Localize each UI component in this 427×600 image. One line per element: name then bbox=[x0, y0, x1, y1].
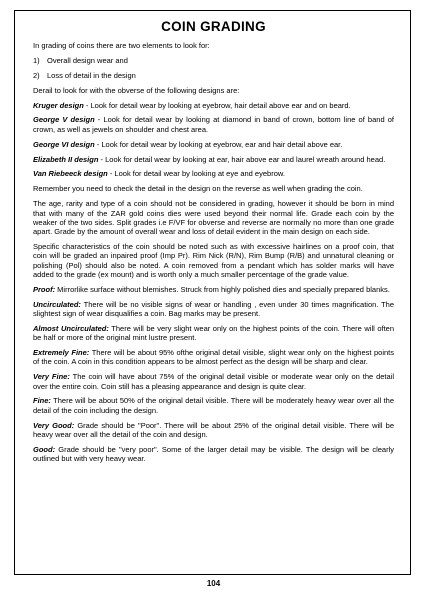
grade-extremely-fine: Extremely Fine: There will be about 95% ofthe original detail visible, slight wear only on the highest points of the coin. A coin in this condition appears to be almost perfect as the design will be sharp and clear. bbox=[33, 348, 394, 367]
page-number: 104 bbox=[206, 579, 221, 588]
design-george-v: George V design - Look for detail wear by looking at diamond in band of crown, bottom line of band of crown, as well as jewels on shoulder and chest area. bbox=[33, 115, 394, 134]
grade-almost-uncirculated: Almost Uncirculated: There will be very slight wear only on the highest points of the coin. There will often be half or more of the original mint lustre present. bbox=[33, 323, 394, 343]
elements-list bbox=[33, 56, 394, 80]
page-title: COIN GRADING bbox=[161, 19, 266, 34]
detail-intro: Derail to look for with the obverse of the following designs are: bbox=[33, 85, 240, 95]
grade-uncirculated: Uncirculated: There will be no visible signs of wear or handling , even under 30 times magnification. The slightest sign of wear disqualifies a coin. Bag marks may be present. bbox=[33, 299, 394, 318]
design-george-vi: George VI design - Look for detail wear by looking at eyebrow, ear and hair detail above ear. bbox=[33, 139, 343, 149]
specific-paragraph: Specific characteristics of the coin should be noted such as with excessive hairlines on a proof coin, that coin will be graded an inpaired proof (Imp Pr). Rim Nick (R/N), Rim Bump (R/B) and unnatural cleaning or polishing (Pol) should also be noted. A coin removed from a pendant which has solder marks will have added to the grade (ex mount) and is worth only a much smaller percentage of the grade value. bbox=[33, 241, 394, 279]
grade-fine: Fine: There will be about 50% of the original detail visible. There will be moderately heavy wear over all the detail of the coin including the design. bbox=[33, 396, 394, 415]
design-van-riebeeck: Van Riebeeck design - Look for detail wear by looking at eye and eyebrow. bbox=[33, 169, 285, 179]
list-item: 2) Loss of detail in the design bbox=[33, 70, 136, 80]
grade-very-good: Very Good: Grade should be "Poor". There will be about 25% of the original detail visible. There will be heavy wear over all the detail of the coin and design. bbox=[33, 420, 394, 439]
grade-good: Good: Grade should be "very poor". Some of the larger detail may be visible. The design will be clearly outlined but with very heavy wear. bbox=[33, 444, 394, 464]
intro-text: In grading of coins there are two elements to look for: bbox=[33, 41, 210, 50]
grade-proof: Proof: Mirrorlike surface without blemishes. Struck from highly polished dies and specially prepared blanks. bbox=[33, 284, 390, 294]
grade-very-fine: Very Fine: The coin will have about 75% of the original detail visible or moderate wear only on the detail over the entire coin. Coin still has a pleasing appearance and design is quite clear. bbox=[33, 372, 395, 391]
list-item: 1) Overall design wear and bbox=[33, 55, 128, 65]
reverse-note: Remember you need to check the detail in the design on the reverse as well when grading the coin. bbox=[33, 184, 363, 194]
page-frame bbox=[14, 10, 411, 575]
design-kruger: Kruger design - Look for detail wear by looking at eyebrow, hair detail above ear and on beard. bbox=[33, 100, 351, 110]
age-paragraph: The age, rarity and type of a coin should not be considered in grading, however it should be born in mind that with many of the ZAR gold coins dies were used beyond their normal life. Grade each coin by the weaker of the two sides. Split grades i.e F/VF for obverse and reverse are normally no more than one grade apart. Grade by the amount of overall wear and loss of detail evident in the main design on each side. bbox=[33, 199, 394, 237]
design-elizabeth-ii: Elizabeth II design - Look for detail wear by looking at ear, hair above ear and laurel wreath around head. bbox=[33, 154, 386, 164]
